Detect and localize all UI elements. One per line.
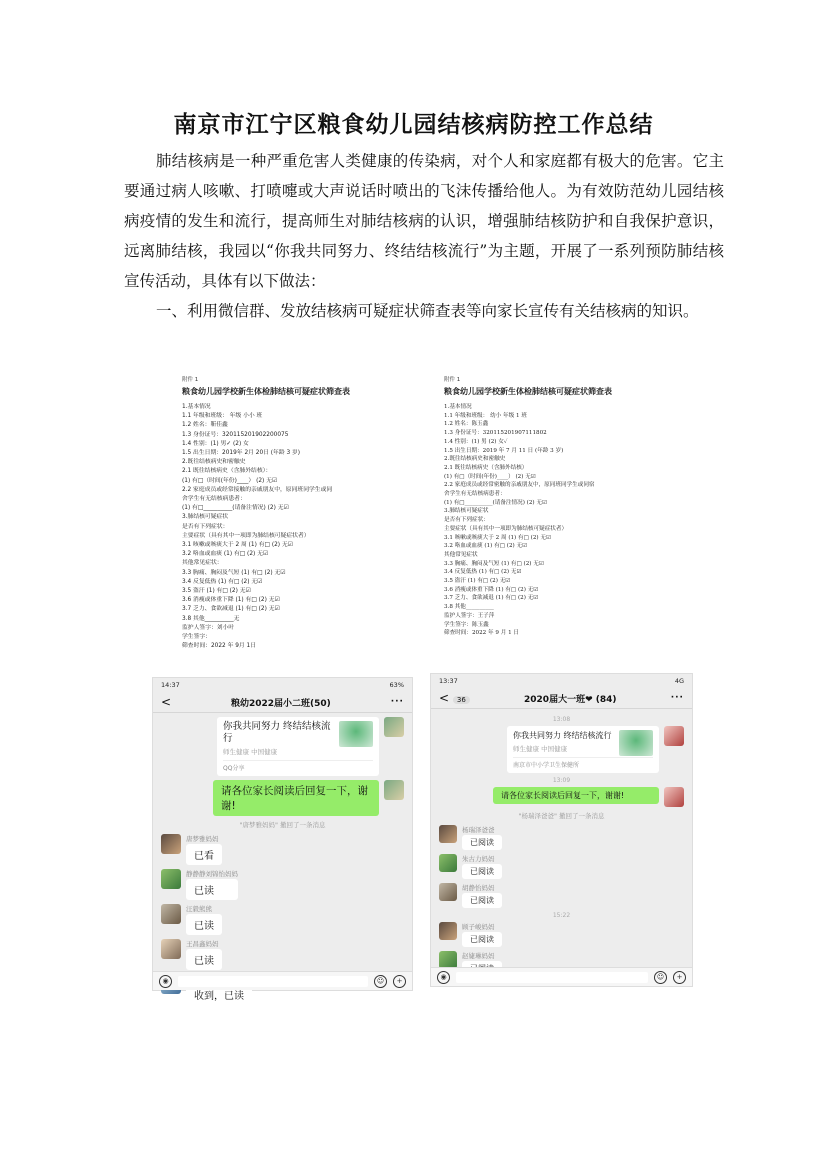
form-line: 1.3 身份证号：320115201902200075 [182, 431, 289, 438]
message-column [462, 922, 502, 947]
more-icon[interactable]: ··· [670, 693, 684, 703]
message-column [462, 854, 502, 879]
form-title: 粮食幼儿园学校新生体检肺结核可疑症状筛查表 [182, 387, 350, 396]
form-line: 是否有下列症状： [182, 523, 229, 530]
message-bubble[interactable]: 已阅读 [462, 893, 502, 908]
message-column [186, 834, 222, 865]
form-line: 3.1 咳嗽或咳痰大于 2 周 (1) 有□ (2) 无☑ [444, 534, 551, 541]
sender-name: 唐梦雅妈妈 [186, 835, 219, 843]
avatar[interactable] [439, 883, 457, 901]
form-line: 舍学生有无结核病患者： [182, 496, 246, 503]
voice-icon[interactable]: ◉ [159, 975, 172, 988]
status-time: 13:37 [439, 677, 458, 685]
chat-message-row [439, 922, 684, 947]
sender-name: 王昌鑫妈妈 [186, 940, 219, 948]
emoji-icon[interactable]: ☺ [654, 971, 667, 984]
request-message[interactable]: 请各位家长阅读后回复一下，谢谢! [493, 787, 659, 804]
card-source: 南京市中小学卫生保健所 [513, 757, 653, 769]
chat-title: 粮幼2022届小二班(50) [230, 698, 331, 709]
plus-icon[interactable]: + [673, 971, 686, 984]
form-line: 筛查时间：2022 年 9月 1日 [182, 643, 257, 650]
message-column [186, 939, 222, 970]
wechat-screenshot-left [152, 677, 413, 1002]
request-message[interactable]: 请各位家长阅读后回复一下，谢谢! [213, 780, 379, 816]
avatar[interactable] [384, 780, 404, 800]
recall-notice: "唐梦雅妈妈" 撤回了一条消息 [239, 821, 326, 829]
form-line: 3.肺结核可疑症状 [182, 514, 229, 521]
status-bar [153, 678, 412, 692]
form-line: 3.4 反复低热 (1) 有□ (2) 无☑ [444, 569, 522, 576]
card-thumbnail [339, 721, 373, 747]
timestamp: 13:08 [552, 716, 571, 723]
back-arrow-icon[interactable]: < 36 [439, 691, 470, 705]
avatar[interactable] [161, 869, 181, 889]
more-icon[interactable]: ··· [390, 697, 404, 707]
form-line: 3.1 咳嗽或咳痰大于 2 周 (1) 有□ (2) 无☑ [182, 542, 293, 549]
message-column [462, 883, 502, 908]
form-line: 1.4 性别：(1) 男✓ (2) 女 [182, 440, 249, 447]
wechat-screenshot-right [430, 673, 693, 987]
form-line: 2.1 既往结核病史（含肺外结核） [444, 464, 528, 471]
status-bar [431, 674, 692, 688]
form-line: 3.2 咯血或血痰 (1) 有□ (2) 无☑ [182, 551, 269, 558]
chat-message-row [439, 825, 684, 850]
sender-name: 赵婕琳妈妈 [462, 952, 495, 960]
input-bar [153, 971, 412, 990]
form-title: 粮食幼儿园学校新生体检肺结核可疑症状筛查表 [444, 386, 612, 396]
form-line: 3.肺结核可疑症状 [444, 508, 489, 515]
form-header: 附件 1 [444, 377, 461, 383]
form-line: 学生签字： [182, 634, 211, 641]
voice-icon[interactable]: ◉ [437, 971, 450, 984]
message-input[interactable] [456, 972, 648, 983]
chat-header [153, 692, 412, 713]
chat-area [153, 713, 412, 1013]
form-line: 1.1 年级和班级： 幼小 年级 1 班 [444, 412, 527, 419]
avatar[interactable] [161, 904, 181, 924]
chat-message-row [161, 939, 404, 970]
input-bar [431, 967, 692, 986]
form-line: 监护人签字：刘小叶 [182, 624, 235, 631]
chat-message-row [161, 869, 404, 900]
message-column [186, 869, 238, 900]
sender-name: 朱古力妈妈 [462, 855, 495, 863]
card-title: 你我共同努力 终结结核流行 [513, 731, 612, 740]
network-indicator: 4G [674, 677, 684, 685]
message-bubble[interactable]: 已阅读 [462, 864, 502, 879]
form-line: 其他常见症状： [182, 560, 223, 567]
form-line: 3.7 乏力、食欲减退 (1) 有□ (2) 无☑ [182, 606, 280, 613]
card-source: QQ分享 [223, 760, 373, 772]
emoji-icon[interactable]: ☺ [374, 975, 387, 988]
form-line: 3.5 盗汗 (1) 有□ (2) 无☑ [182, 588, 251, 595]
form-lines [182, 403, 404, 651]
form-line: 舍学生有无结核病患者： [444, 491, 506, 498]
sender-name: 杨瑞泽爸爸 [462, 826, 495, 834]
message-bubble[interactable]: 收到，已读 [186, 984, 252, 1005]
form-line: 主要症状（具有其中一项即为肺结核可疑症状者） [444, 525, 568, 532]
form-line: 2.1 既往结核病史（含肺外结核）： [182, 468, 272, 475]
form-line: 1.5 出生日期：2019 年 7 月 11 日 (年龄 3 岁) [444, 447, 564, 454]
message-column [462, 825, 502, 850]
avatar[interactable] [439, 922, 457, 940]
plus-icon[interactable]: + [393, 975, 406, 988]
form-line: 1.基本情况 [182, 404, 211, 410]
avatar[interactable] [161, 834, 181, 854]
form-line: 2.既往结核病史和密触史 [444, 456, 506, 463]
form-line: 是否有下列症状： [444, 517, 489, 524]
back-arrow-icon[interactable]: < [161, 695, 172, 709]
form-line: (1) 有□__________(请备注情况) (2) 无☑ [182, 505, 289, 512]
shared-link-card[interactable] [507, 726, 659, 773]
sender-name: 胡静怡妈妈 [462, 884, 495, 892]
form-lines [444, 403, 680, 638]
reply-list [439, 825, 684, 908]
status-time: 14:37 [161, 681, 180, 689]
card-subtitle: 师生健康 中国健康 [513, 745, 568, 753]
form-line: 2.2 家庭成员或经常密触的亲戚朋友中，原同班同学生或同宿 [444, 482, 595, 489]
chat-title: 2020届大一班❤ (84) [524, 694, 617, 705]
form-header: 附件 1 [182, 377, 199, 383]
form-line: 2.2 家庭成员或经常接触的亲戚朋友中，原同班同学生或同 [182, 486, 333, 493]
form-line: 监护人签字：王子萍 [444, 612, 495, 619]
avatar[interactable] [439, 854, 457, 872]
request-row [439, 787, 684, 807]
card-title: 你我共同努力 终结结核流行 [223, 721, 331, 744]
card-thumbnail [619, 730, 653, 756]
battery-level: 63% [389, 681, 404, 689]
chat-message-row [161, 834, 404, 865]
form-line: 1.3 身份证号：320115201907111802 [444, 430, 547, 437]
form-line: 3.4 反复低热 (1) 有□ (2) 无☑ [182, 578, 263, 585]
form-line: (1) 有□（时间(年份)____） (2) 无☑ [444, 473, 536, 480]
message-bubble[interactable]: 已阅读 [462, 932, 502, 947]
form-line: 3.5 盗汗 (1) 有□ (2) 无☑ [444, 578, 511, 585]
form-line: 1.5 出生日期：2019年 2月 20日 (年龄 3 岁) [182, 450, 301, 457]
form-line: 1.基本情况 [444, 404, 472, 410]
message-bubble[interactable]: 已读 [186, 914, 222, 935]
form-line: 3.3 胸痛、胸闷及气短 (1) 有□ (2) 无☑ [182, 569, 286, 576]
timestamp: 15:22 [552, 912, 571, 919]
form-line: (1) 有□__________(请备注情况) (2) 无☑ [444, 499, 547, 506]
recall-notice: "杨瑞泽爸爸" 撤回了一条消息 [518, 812, 605, 820]
timestamp: 13:09 [552, 777, 571, 784]
chat-message-row [439, 854, 684, 879]
form-line: 3.7 乏力、食欲减退 (1) 有□ (2) 无☑ [444, 595, 539, 602]
form-line: 1.2 姓名：陈玉鑫 [444, 421, 489, 428]
screening-form-left [182, 375, 404, 650]
chat-header [431, 688, 692, 709]
screening-form-right [444, 375, 680, 637]
form-line: 3.8 其他__________无 [182, 615, 240, 622]
message-input[interactable] [178, 976, 368, 987]
card-subtitle: 师生健康 中国健康 [223, 748, 278, 756]
document-title: 南京市江宁区粮食幼儿园结核病防控工作总结 [173, 111, 654, 138]
avatar[interactable] [664, 726, 684, 746]
shared-card-row [161, 717, 404, 776]
chat-message-row [439, 883, 684, 908]
form-line: 3.2 咯血或血痰 (1) 有□ (2) 无☑ [444, 543, 528, 550]
form-line: 1.2 姓名：靳佳鑫 [182, 422, 228, 429]
form-line: 主要症状（具有其中一项即为肺结核可疑症状者） [182, 532, 310, 539]
avatar[interactable] [664, 787, 684, 807]
form-line: (1) 有□（时间(年份)____） (2) 无☑ [182, 477, 278, 484]
shared-card-row [439, 726, 684, 773]
message-bubble[interactable]: 已读 [186, 949, 222, 970]
chat-message-row [161, 904, 404, 935]
form-line: 学生签字：陈玉鑫 [444, 621, 489, 628]
form-line: 筛查时间：2022 年 9 月 1 日 [444, 630, 519, 637]
form-line: 1.4 性别：(1) 男 (2) 女✓ [444, 438, 508, 445]
unread-count: 36 [453, 696, 470, 704]
form-line: 2.既往结核病史和密触史 [182, 459, 246, 466]
avatar[interactable] [384, 717, 404, 737]
intro-paragraph: 肺结核病是一种严重危害人类健康的传染病，对个人和家庭都有极大的危害。它主要通过病人咳嗽、打喷嚏或大声说话时喷出的飞沫传播给他人。为有效防范幼儿园结核病疫情的发生和流行，提高师生对肺结核病的认识，增强肺结核防护和自我保护意识，远离肺结核，我园以“你我共同努力、终结结核流行”为主题，开展了一系列预防肺结核宣传活动，具体有以下做法： [124, 152, 724, 290]
message-column [186, 904, 222, 935]
request-row [161, 780, 404, 816]
form-line: 其他常见症状 [444, 551, 478, 558]
shared-link-card[interactable] [217, 717, 379, 776]
chat-area [431, 709, 692, 984]
sender-name: 汪毅熊熊 [186, 905, 212, 913]
message-bubble[interactable]: 已看 [186, 844, 222, 865]
form-line: 3.3 胸痛、胸闷及气短 (1) 有□ (2) 无☑ [444, 560, 544, 567]
form-line: 3.8 其他__________ [444, 604, 494, 611]
sender-name: 顾子峻妈妈 [462, 923, 495, 931]
message-bubble[interactable]: 已阅读 [462, 835, 502, 850]
form-line: 3.6 消瘦或体重下降 (1) 有□ (2) 无☑ [182, 597, 280, 604]
message-bubble[interactable]: 已读 [186, 879, 238, 900]
form-line: 1.1 年级和班级： 年级 小小 班 [182, 413, 263, 420]
avatar[interactable] [439, 825, 457, 843]
method-one-paragraph: 一、利用微信群、发放结核病可疑症状筛查表等向家长宣传有关结核病的知识。 [156, 302, 699, 320]
form-line: 3.6 消瘦或体重下降 (1) 有□ (2) 无☑ [444, 586, 539, 593]
sender-name: 静静静刘锦怡妈妈 [186, 870, 238, 878]
avatar[interactable] [161, 939, 181, 959]
